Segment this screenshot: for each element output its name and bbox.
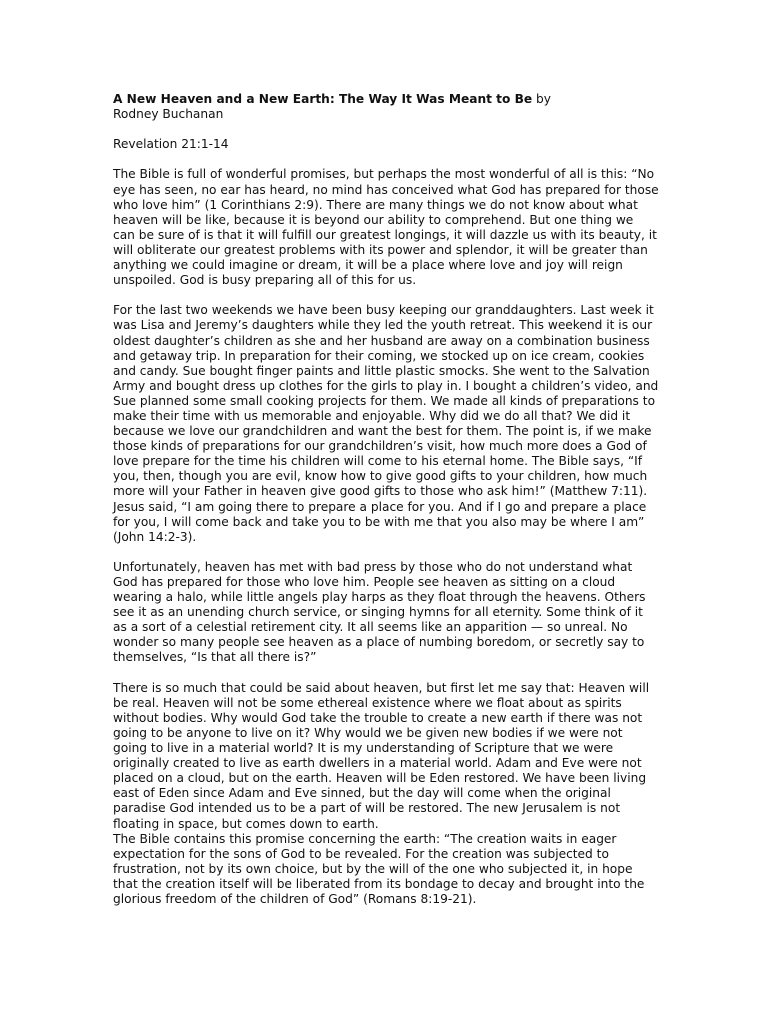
paragraph-1: The Bible is full of wonderful promises, but perhaps the most wonderful of all is this: “No eye has seen, no ear has heard, no mind has conceived what God has prepared for those who love him” (1 Corinthians 2:9). There are many things we do not know about what heaven will be like, because it is beyond our ability to comprehend. But one thing we can be sure of is that it will fulfill our greatest longings, it will dazzle us with its beauty, it will obliterate our greatest problems with its power and splendor, it will be greater than anything we could imagine or dream, it will be a place where love and joy will reign unspoiled. God is busy preparing all of this for us. — [113, 167, 659, 288]
text-column — [113, 92, 659, 922]
document-title: A New Heaven and a New Earth: The Way It Was Meant to Be — [113, 92, 533, 106]
title-block — [113, 92, 659, 122]
paragraph-5: The Bible contains this promise concerning the earth: “The creation waits in eager expectation for the sons of God to be revealed. For the creation was subjected to frustration, not by its own choice, but by the will of the one who subjected it, in hope that the creation itself will be liberated from its bondage to decay and brought into the glorious freedom of the children of God” (Romans 8:19-21). — [113, 831, 645, 906]
title-by: by — [532, 92, 552, 106]
paragraph-2: For the last two weekends we have been busy keeping our granddaughters. Last week it was Lisa and Jeremy’s daughters while they led the youth retreat. This weekend it is our oldest daughter’s children as she and her husband are away on a combination business and getaway trip. In preparation for their coming, we stocked up on ice cream, cookies and candy. Sue bought finger paints and little plastic smocks. She went to the Salvation Army and bought dress up clothes for the girls to play in. I bought a children’s video, and Sue planned some small cooking projects for them. We made all kinds of preparations to make their time with us memorable and enjoyable. Why did we do all that? We did it because we love our grandchildren and want the best for them. The point is, if we make those kinds of preparations for our grandchildren’s visit, how much more does a God of love prepare for the time his children will come to his eternal home. The Bible says, “If you, then, though you are evil, know how to give good gifts to your children, how much more will your Father in heaven give good gifts to those who ask him!” (Matthew 7:11). Jesus said, “I am going there to prepare a place for you. And if I go and prepare a place for you, I will come back and take you to be with me that you also may be where I am” (John 14:2-3). — [113, 303, 659, 544]
paragraph-3: Unfortunately, heaven has met with bad press by those who do not understand what God has prepared for those who love him. People see heaven as sitting on a cloud wearing a halo, while little angels play harps as they float through the heavens. Others see it as an unending church service, or singing hymns for all eternity. Some think of it as a sort of a celestial retirement city. It all seems like an apparition — so unreal. No wonder so many people see heaven as a place of numbing boredom, or secretly say to themselves, “Is that all there is?” — [113, 559, 646, 665]
author-name: Rodney Buchanan — [113, 107, 224, 122]
scripture-reference: Revelation 21:1-14 — [113, 137, 229, 152]
paragraph-4: There is so much that could be said about heaven, but first let me say that: Heaven will be real. Heaven will not be some ethereal existence where we float about as spirits without bodies. Why would God take the trouble to create a new earth if there was not going to be anyone to live on it? Why would we be given new bodies if we were not going to live in a material world? It is my understanding of Scripture that we were originally created to live as earth dwellers in a material world. Adam and Eve were not placed on a cloud, but on the earth. Heaven will be Eden restored. We have been living east of Eden since Adam and Eve sinned, but the day will come when the original paradise God intended us to be a part of will be restored. The new Jerusalem is not floating in space, but comes down to earth. — [113, 680, 650, 831]
